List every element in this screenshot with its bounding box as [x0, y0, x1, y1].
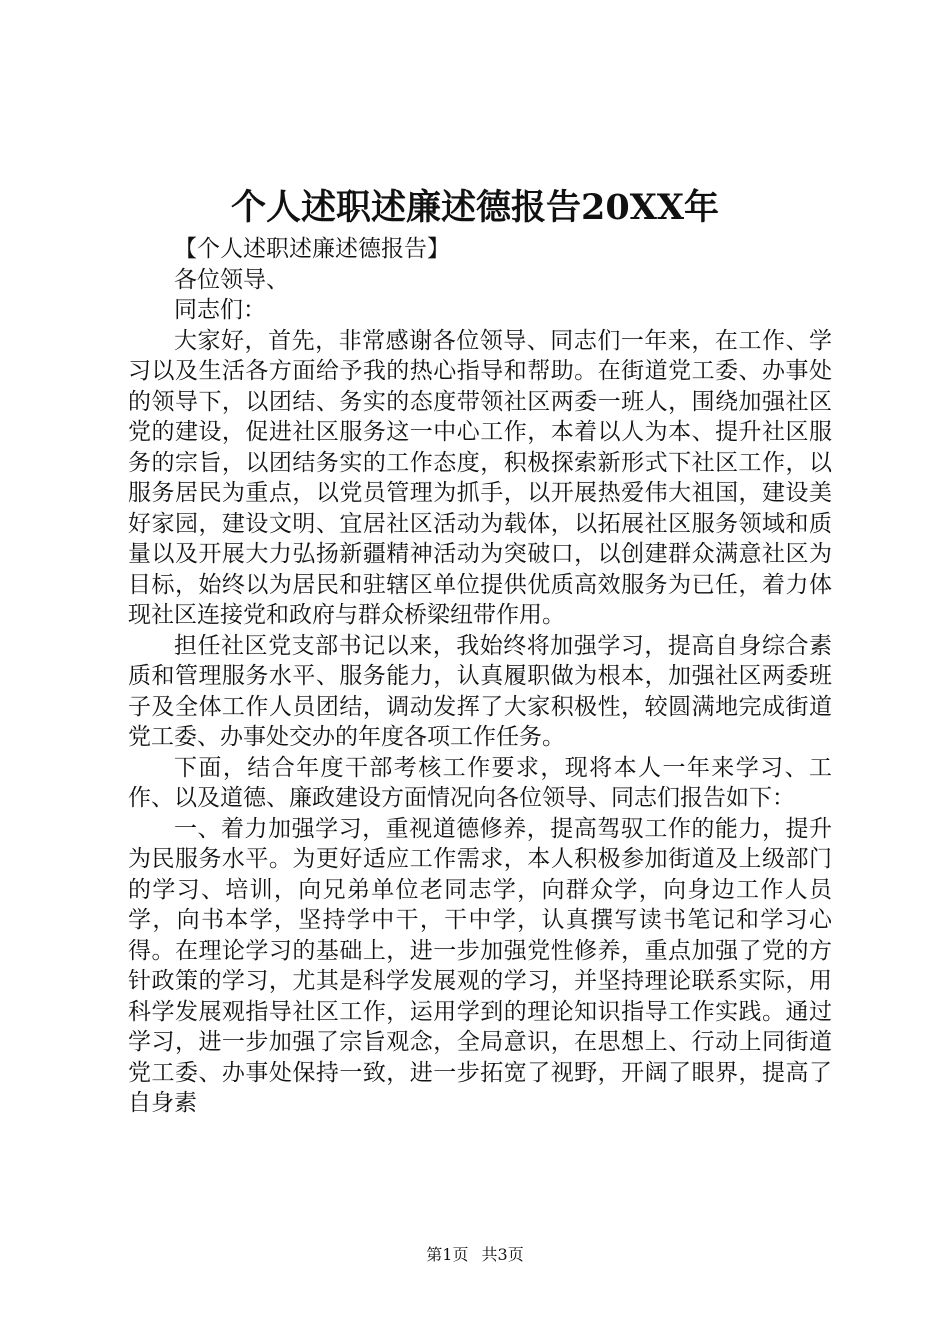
body-paragraph: 下面，结合年度干部考核工作要求，现将本人一年来学习、工作、以及道德、廉政建设方面情况向各位领导、同志们报告如下： — [128, 754, 832, 811]
salutation-leaders: 各位领导、 — [174, 266, 289, 293]
body-paragraph: 大家好，首先，非常感谢各位领导、同志们一年来，在工作、学习以及生活各方面给予我的热心指导和帮助。在街道党工委、办事处的领导下，以团结、务实的态度带领社区两委一班人，围绕加强社区党的建设，促进社区服务这一中心工作，本着以人为本、提升社区服务的宗旨，以团结务实的工作态度，积极探索新形式下社区工作，以服务居民为重点，以党员管理为抓手，以开展热爱伟大祖国，建设美好家园，建设文明、宜居社区活动为载体，以拓展社区服务领域和质量以及开展大力弘扬新疆精神活动为突破口，以创建群众满意社区为目标，始终以为居民和驻辖区单位提供优质高效服务为已任，着力体现社区连接党和政府与群众桥梁纽带作用。 — [128, 327, 832, 628]
page-total: 共3页 — [481, 1245, 524, 1264]
body-paragraph: 担任社区党支部书记以来，我始终将加强学习，提高自身综合素质和管理服务水平、服务能力，认真履职做为根本，加强社区两委班子及全体工作人员团结，调动发挥了大家积极性，较圆满地完成街道党工委、办事处交办的年度各项工作任务。 — [128, 632, 832, 750]
document-body — [128, 234, 832, 1119]
body-paragraph: 一、着力加强学习，重视道德修养，提高驾驭工作的能力，提升为民服务水平。为更好适应工作需求，本人积极参加街道及上级部门的学习、培训，向兄弟单位老同志学，向群众学，向身边工作人员学，向书本学，坚持学中干，干中学，认真撰写读书笔记和学习心得。在理论学习的基础上，进一步加强党性修养，重点加强了党的方针政策的学习，尤其是科学发展观的学习，并坚持理论联系实际，用科学发展观指导社区工作，运用学到的理论知识指导工作实践。通过学习，进一步加强了宗旨观念，全局意识，在思想上、行动上同街道党工委、办事处保持一致，进一步拓宽了视野，开阔了眼界，提高了自身素 — [128, 815, 832, 1116]
salutation-comrades: 同志们： — [174, 297, 266, 323]
page-number: 第1页 — [426, 1245, 469, 1264]
report-heading: 【个人述职述廉述德报告】 — [174, 236, 450, 262]
document-title: 个人述职述廉述德报告20XX年 — [230, 187, 720, 228]
page-footer — [0, 1244, 950, 1266]
